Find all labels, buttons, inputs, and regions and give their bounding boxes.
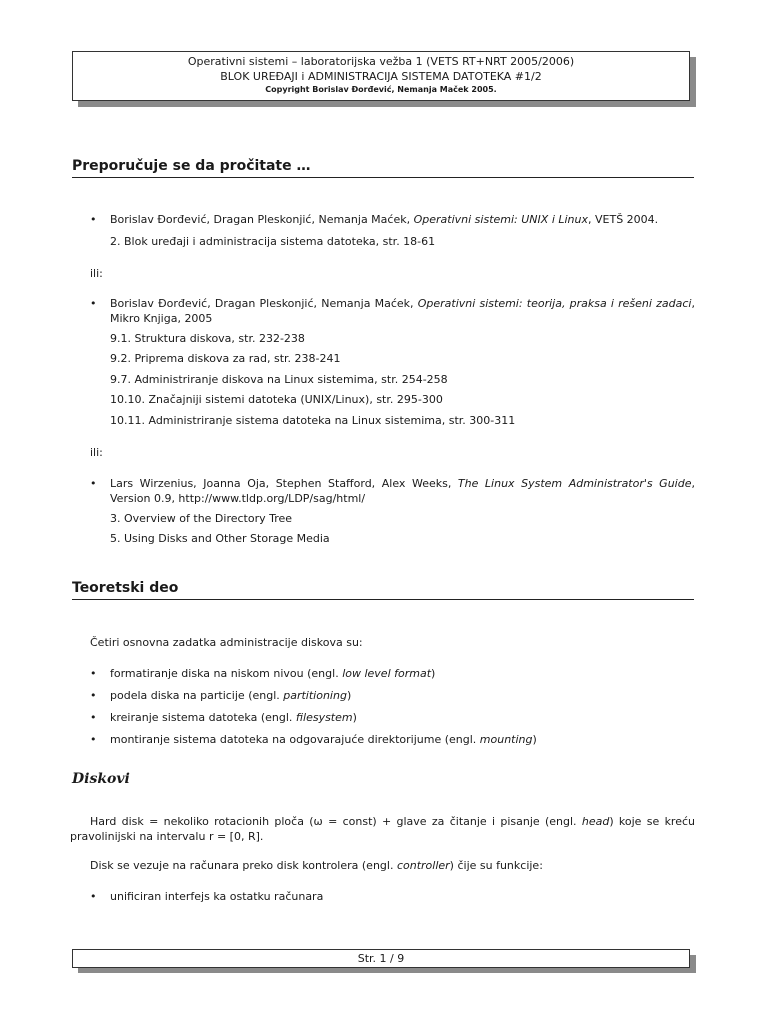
paragraph-text: Disk se vezuje na računara preko disk kontrolera (engl. (90, 859, 397, 872)
task-item (110, 732, 695, 747)
reference-2-chapter: 10.11. Administriranje sistema datoteka na Linux sistemima, str. 300-311 (110, 414, 516, 427)
task-term: low level format (342, 667, 432, 680)
reference-3-chapter: 5. Using Disks and Other Storage Media (110, 532, 330, 545)
task-text-end: ) (532, 733, 537, 746)
reference-1 (110, 212, 695, 227)
reference-3-authors: Lars Wirzenius, Joanna Oja, Stephen Stafford, Alex Weeks, (110, 477, 458, 490)
bullet-icon: • (90, 689, 97, 702)
bullet-icon: • (90, 667, 97, 680)
header-topic-line: BLOK UREĐAJI i ADMINISTRACIJA SISTEMA DATOTEKA #1/2 (220, 70, 542, 83)
paragraph-term: controller (396, 859, 450, 872)
task-term: mounting (479, 733, 533, 746)
bullet-icon: • (90, 711, 97, 724)
reference-1-authors: Borislav Đorđević, Dragan Pleskonjić, Nemanja Maćek, (110, 213, 414, 226)
or-separator: ili: (90, 446, 103, 459)
reference-3-chapter: 3. Overview of the Directory Tree (110, 512, 293, 525)
task-term: filesystem (295, 711, 353, 724)
task-text-end: ) (431, 667, 436, 680)
header-course-line: Operativni sistemi – laboratorijska vežba 1 (VETS RT+NRT 2005/2006) (187, 55, 575, 68)
bullet-icon: • (90, 213, 97, 226)
bullet-icon: • (90, 477, 97, 490)
reference-2-authors: Borislav Đorđević, Dragan Pleskonjić, Nemanja Maćek, (110, 297, 418, 310)
task-text: kreiranje sistema datoteka (engl. (110, 711, 296, 724)
section-title-reading: Preporučuje se da pročitate … (72, 158, 694, 178)
reference-1-title: Operativni sistemi: UNIX i Linux (413, 213, 589, 226)
bullet-icon: • (90, 297, 97, 310)
paragraph-text: Hard disk = nekoliko rotacionih ploča (ω = const) + glave za čitanje i pisanje (engl. (90, 815, 582, 828)
task-text-end: ) (352, 711, 357, 724)
task-item (110, 688, 695, 703)
reference-3 (110, 476, 695, 506)
reference-1-chapter: 2. Blok uređaji i administracija sistema datoteka, str. 18-61 (110, 235, 436, 248)
subsection-title-disks: Diskovi (72, 771, 130, 787)
paragraph-text-end: ) čije su funkcije: (449, 859, 543, 872)
header-copyright-line: Copyright Borislav Đorđević, Nemanja Maček 2005. (265, 85, 497, 94)
disk-definition-paragraph (70, 814, 695, 844)
reference-2-title: Operativni sistemi: teorija, praksa i rešeni zadaci (417, 297, 692, 310)
task-item (110, 666, 695, 681)
reference-2-chapter: 9.7. Administriranje diskova na Linux sistemima, str. 254-258 (110, 373, 448, 386)
theory-intro: Četiri osnovna zadatka administracije diskova su: (90, 636, 363, 649)
document-header (72, 51, 690, 101)
reference-3-publisher: , Version 0.9, http://www.tldp.org/LDP/sag/html/ (110, 477, 695, 505)
reference-2-publisher: , Mikro Knjiga, 2005 (110, 297, 695, 325)
task-text: montiranje sistema datoteka na odgovarajuće direktorijume (engl. (110, 733, 480, 746)
task-text: podela diska na particije (engl. (110, 689, 284, 702)
reference-2-chapter: 9.1. Struktura diskova, str. 232-238 (110, 332, 305, 345)
reference-1-publisher: , VETŠ 2004. (588, 213, 659, 226)
task-item (110, 710, 695, 725)
page-number: Str. 1 / 9 (72, 949, 690, 968)
reference-3-title: The Linux System Administrator's Guide (457, 477, 692, 490)
section-title-theory: Teoretski deo (72, 580, 694, 600)
bullet-icon: • (90, 890, 97, 903)
paragraph-term: head (581, 815, 610, 828)
paragraph-text-end: ) koje se kreću pravolinijski na intervalu r = [0, R]. (70, 815, 696, 843)
bullet-icon: • (90, 733, 97, 746)
disk-controller-paragraph (90, 858, 695, 873)
task-term: partitioning (283, 689, 347, 702)
reference-2 (110, 296, 695, 326)
task-text-end: ) (346, 689, 352, 702)
controller-function-item: unificiran interfejs ka ostatku računara (110, 890, 324, 903)
reference-2-chapter: 9.2. Priprema diskova za rad, str. 238-241 (110, 352, 341, 365)
task-text: formatiranje diska na niskom nivou (engl. (110, 667, 343, 680)
reference-2-chapter: 10.10. Značajniji sistemi datoteka (UNIX/Linux), str. 295-300 (110, 393, 443, 406)
or-separator: ili: (90, 267, 103, 280)
